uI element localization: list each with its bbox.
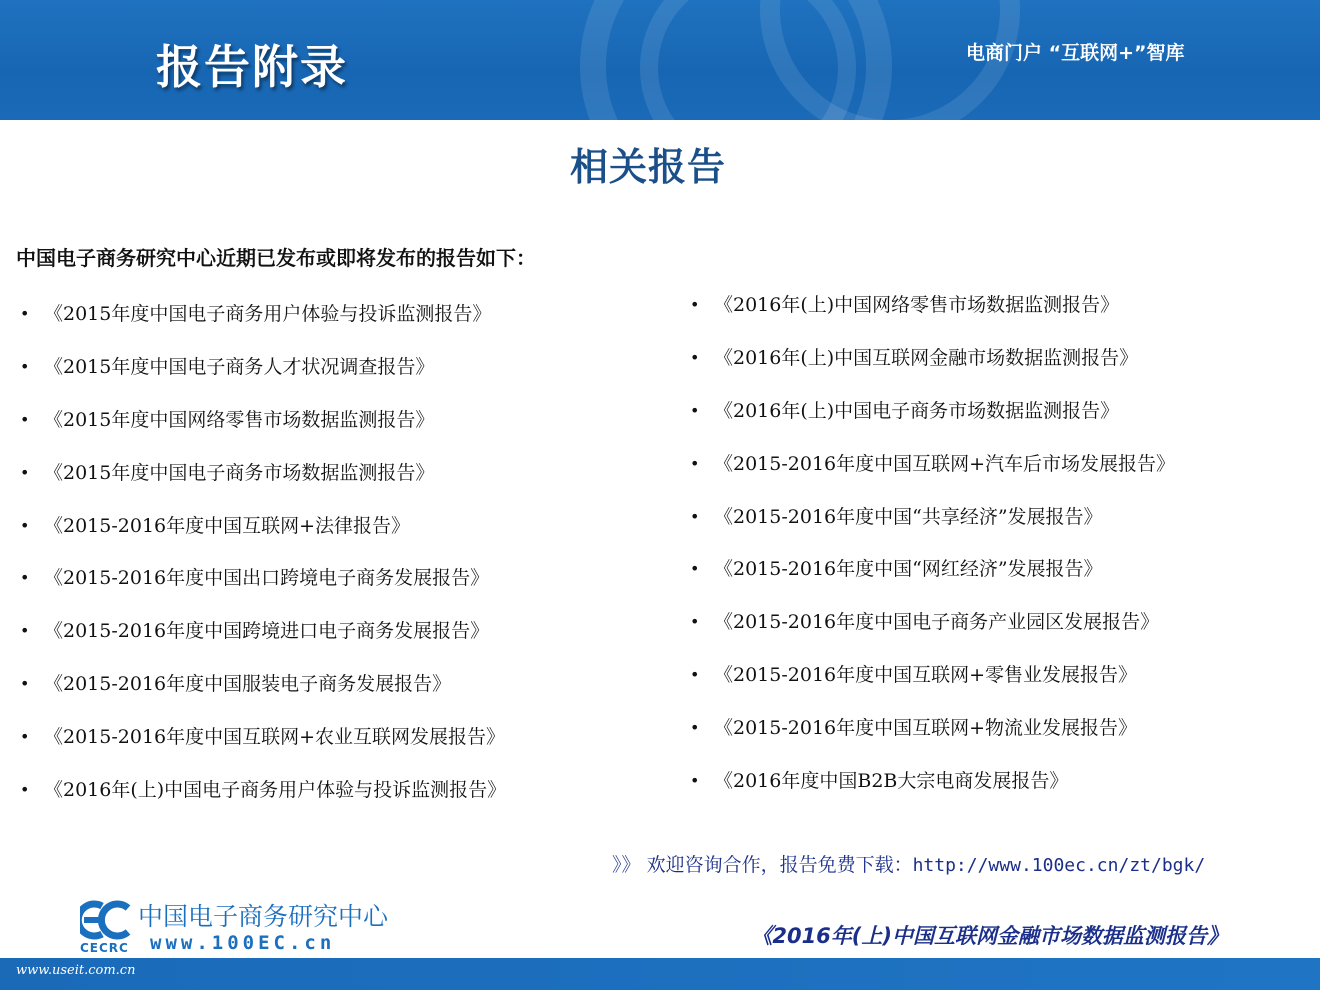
bullet-icon: •: [20, 780, 30, 800]
logo-name: 中国电子商务研究中心: [138, 902, 389, 931]
list-item: [690, 610, 1175, 663]
bullet-icon: •: [20, 621, 30, 641]
list-item: [690, 346, 1175, 399]
report-title: 《2015-2016年度中国互联网+农业互联网发展报告》: [44, 726, 506, 749]
list-item: [20, 566, 506, 619]
bullet-icon: •: [20, 674, 30, 694]
report-title: 《2015-2016年度中国服装电子商务发展报告》: [44, 673, 452, 696]
page-title: 报告附录: [156, 40, 348, 94]
bullet-icon: •: [690, 400, 700, 420]
bullet-icon: •: [690, 506, 700, 526]
list-item: [20, 355, 506, 408]
report-title: 《2015-2016年度中国电子商务产业园区发展报告》: [714, 611, 1160, 634]
list-item: [20, 408, 506, 461]
report-name: 《2016年(上)中国互联网金融市场数据监测报告》: [751, 924, 1228, 948]
list-item: [20, 672, 506, 725]
report-title: 《2016年(上)中国电子商务用户体验与投诉监测报告》: [44, 779, 507, 802]
list-item: [20, 514, 506, 567]
bullet-icon: •: [20, 568, 30, 588]
cecrc-logo: [80, 900, 389, 960]
bullet-icon: •: [690, 718, 700, 738]
intro-text: 中国电子商务研究中心近期已发布或即将发布的报告如下：: [16, 246, 536, 270]
footer-bar: [0, 958, 1320, 990]
list-item: [690, 663, 1175, 716]
bullet-icon: •: [20, 727, 30, 747]
report-list-left: [20, 302, 506, 831]
report-title: 《2015-2016年度中国互联网+汽车后市场发展报告》: [714, 452, 1176, 475]
ec-logo-icon: [80, 900, 134, 940]
bullet-icon: •: [690, 665, 700, 685]
double-arrow-icon: 》》: [612, 854, 641, 876]
report-title: 《2015-2016年度中国互联网+物流业发展报告》: [714, 717, 1138, 740]
consult-line: [612, 853, 1205, 878]
report-title: 《2015-2016年度中国互联网+法律报告》: [44, 514, 411, 537]
report-title: 《2015-2016年度中国“共享经济”发展报告》: [714, 505, 1103, 528]
consult-text: 欢迎咨询合作，报告免费下载：: [646, 854, 913, 876]
list-item: [690, 399, 1175, 452]
header-banner: [0, 0, 1320, 120]
list-item: [690, 769, 1175, 822]
report-title: 《2015年度中国电子商务用户体验与投诉监测报告》: [44, 303, 492, 325]
report-title: 《2015-2016年度中国出口跨境电子商务发展报告》: [44, 567, 490, 590]
bullet-icon: •: [690, 347, 700, 367]
list-item: [20, 461, 506, 514]
report-title: 《2015-2016年度中国“网红经济”发展报告》: [714, 558, 1103, 581]
list-item: [690, 293, 1175, 346]
list-item: [690, 505, 1175, 558]
bullet-icon: •: [690, 453, 700, 473]
report-title: 《2015年度中国电子商务市场数据监测报告》: [44, 461, 435, 484]
bullet-icon: •: [690, 771, 700, 791]
bullet-icon: •: [20, 304, 30, 323]
report-title: 《2015年度中国网络零售市场数据监测报告》: [44, 408, 435, 431]
bullet-icon: •: [690, 295, 700, 314]
report-title: 《2015-2016年度中国互联网+零售业发展报告》: [714, 664, 1138, 687]
bullet-icon: •: [690, 612, 700, 632]
bullet-icon: •: [20, 356, 30, 376]
header-slogan: 电商门户 “互联网+”智库: [966, 42, 1185, 64]
bullet-icon: •: [690, 559, 700, 579]
report-title: 《2016年(上)中国互联网金融市场数据监测报告》: [714, 346, 1139, 369]
list-item: [20, 302, 506, 355]
list-item: [690, 557, 1175, 610]
bullet-icon: •: [20, 462, 30, 482]
report-title: 《2016年度中国B2B大宗电商发展报告》: [714, 770, 1069, 793]
list-item: [20, 725, 506, 778]
report-list-right: [690, 293, 1175, 822]
report-title: 《2016年(上)中国网络零售市场数据监测报告》: [714, 294, 1120, 316]
bullet-icon: •: [20, 515, 30, 535]
list-item: [690, 716, 1175, 769]
list-item: [690, 452, 1175, 505]
bullet-icon: •: [20, 409, 30, 429]
report-title: 《2015-2016年度中国跨境进口电子商务发展报告》: [44, 620, 490, 643]
logo-abbreviation: CECRC: [80, 941, 129, 955]
download-link[interactable]: http://www.100ec.cn/zt/bgk/: [912, 855, 1206, 876]
list-item: [20, 778, 506, 831]
logo-website: www.100EC.cn: [150, 932, 336, 954]
section-title: 相关报告: [569, 145, 726, 189]
report-title: 《2015年度中国电子商务人才状况调查报告》: [44, 355, 435, 378]
report-title: 《2016年(上)中国电子商务市场数据监测报告》: [714, 399, 1120, 422]
list-item: [20, 619, 506, 672]
footer-url: www.useit.com.cn: [16, 963, 136, 978]
